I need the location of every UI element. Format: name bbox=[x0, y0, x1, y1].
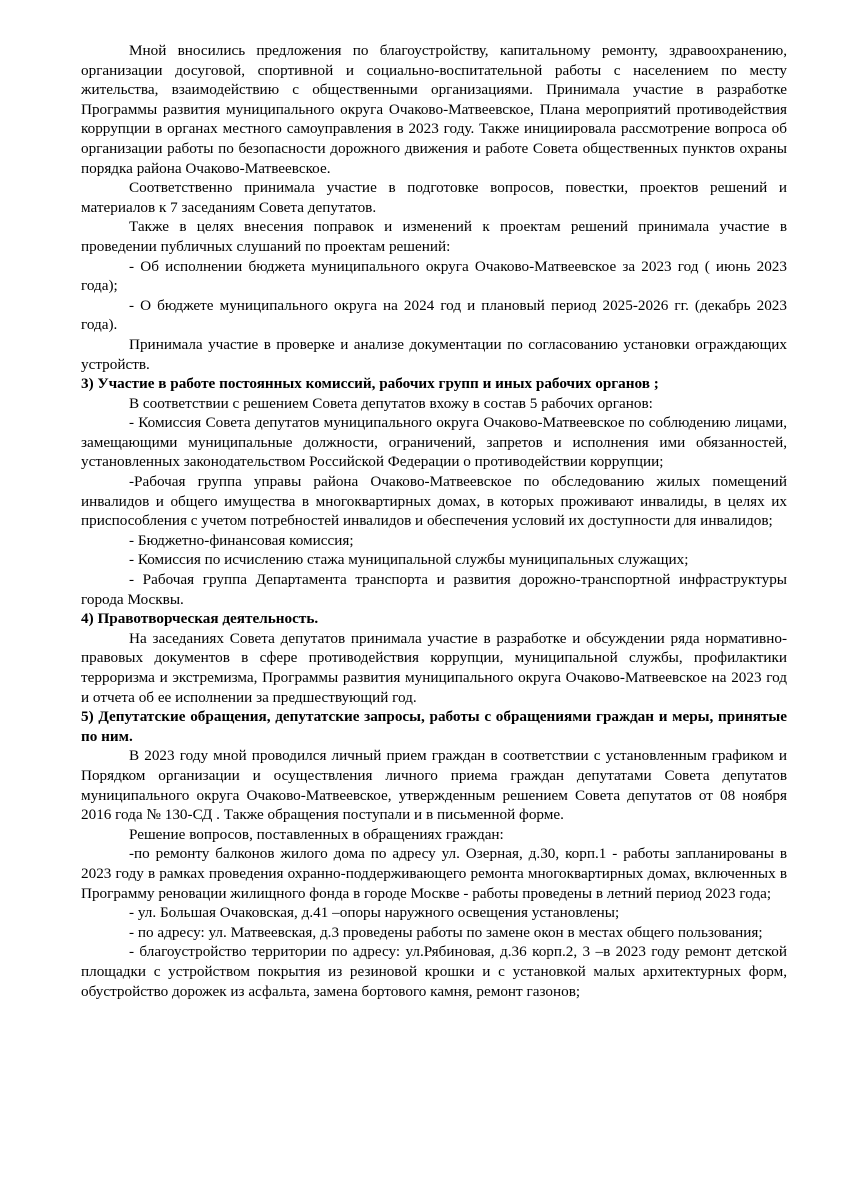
paragraph-working-bodies: В соответствии с решением Совета депутатов вхожу в состав 5 рабочих органов: bbox=[129, 394, 653, 412]
paragraph-personal-reception: В 2023 году мной проводился личный прием граждан в соответствии с установленным графиком и Порядком организации и осуществления личного приема граждан депутатами Совета депутатов муниципального округа Очаково-Матвеевское, утвержденным решением Совета депутатов от 08 ноября 2016 года № 130-СД . Также обращения поступали и в письменной форме. bbox=[81, 747, 787, 824]
paragraph-public-hearings: Также в целях внесения поправок и изменений к проектам решений принимала участие в проведении публичных слушаний по проектам решений: bbox=[81, 218, 787, 255]
paragraph-proposals: Мной вносились предложения по благоустройству, капитальному ремонту, здравоохранению, организации досуговой, спортивной и социально-воспитательной работы с населением по месту жительства, взаимодействию с общественными организациями. Принимала участие в разработке Программы развития муниципального округа Очаково-Матвеевское, Плана мероприятий противодействия коррупции в органах местного самоуправления в 2023 году. Также инициировала рассмотрение вопроса об организации работы по безопасности дорожного движения и работе Совета общественных пунктов охраны порядка района Очаково-Матвеевское. bbox=[81, 42, 787, 177]
list-item-commission-anticorruption: - Комиссия Совета депутатов муниципального округа Очаково-Матвеевское по соблюдению лицами, замещающими муниципальные должности, ограничений, запретов и исполнения ими обязанностей, установленных законодательством Российской Федерации о противодействии коррупции; bbox=[81, 414, 787, 471]
list-item-balcony-repair: -по ремонту балконов жилого дома по адресу ул. Озерная, д.30, корп.1 - работы запланированы в 2023 году в рамках проведения охранно-поддерживающего ремонта многоквартирных домах, включенных в Программу реновации жилищного фонда в городе Москве - работы проведены в летний период 2023 года; bbox=[81, 845, 787, 902]
list-item-budget-commission: - Бюджетно-финансовая комиссия; bbox=[129, 531, 354, 549]
document-page bbox=[81, 41, 787, 1001]
list-item-transport-working-group: - Рабочая группа Департамента транспорта и развития дорожно-транспортной инфраструктуры города Москвы. bbox=[81, 571, 787, 608]
list-item-service-length-commission: - Комиссия по исчислению стажа муниципальной службы муниципальных служащих; bbox=[129, 551, 689, 569]
paragraph-council-sessions: Соответственно принимала участие в подготовке вопросов, повестки, проектов решений и материалов к 7 заседаниям Совета депутатов. bbox=[81, 179, 787, 216]
section-heading-4: 4) Правотворческая деятельность. bbox=[81, 610, 319, 628]
paragraph-budget-2024: - О бюджете муниципального округа на 2024 год и плановый период 2025-2026 гг. (декабрь 2023 года). bbox=[81, 296, 787, 334]
paragraph-lawmaking: На заседаниях Совета депутатов принимала участие в разработке и обсуждении ряда нормативно-правовых документов в сфере противодействия коррупции, муниципальной службы, профилактики терроризма и экстремизма, Программы развития муниципального округа Очаково-Матвеевское на 2023 год и отчета об ее исполнении за предшествующий год. bbox=[81, 629, 787, 706]
paragraph-resolutions-intro: Решение вопросов, поставленных в обращениях граждан: bbox=[129, 825, 504, 843]
list-item-street-lighting: - ул. Большая Очаковская, д.41 –опоры наружного освещения установлены; bbox=[129, 904, 620, 922]
list-item-window-replacement: - по адресу: ул. Матвеевская, д.3 проведены работы по замене окон в местах общего пользования; bbox=[129, 923, 763, 941]
section-heading-5: 5) Депутатские обращения, депутатские запросы, работы с обращениями граждан и меры, принятые по ним. bbox=[81, 708, 787, 745]
list-item-working-group-disabled: -Рабочая группа управы района Очаково-Матвеевское по обследованию жилых помещений инвалидов и общего имущества в многоквартирных домах, в которых проживают инвалиды, в целях их приспособления с учетом потребностей инвалидов и обеспечения условий их доступности для инвалидов; bbox=[81, 473, 787, 530]
paragraph-budget-execution: - Об исполнении бюджета муниципального округа Очаково-Матвеевское за 2023 год ( июнь 2023 года); bbox=[81, 257, 787, 295]
section-heading-3: 3) Участие в работе постоянных комиссий, рабочих групп и иных рабочих органов ; bbox=[81, 375, 659, 393]
list-item-landscaping: - благоустройство территории по адресу: ул.Рябиновая, д.36 корп.2, 3 –в 2023 году ремонт детской площадки с устройством покрытия из резиновой крошки и с установкой малых архитектурных форм, обустройство дорожек из асфальта, замена бортового камня, ремонт газонов; bbox=[81, 943, 787, 1000]
paragraph-barriers-review: Принимала участие в проверке и анализе документации по согласованию установки ограждающих устройств. bbox=[81, 335, 787, 373]
